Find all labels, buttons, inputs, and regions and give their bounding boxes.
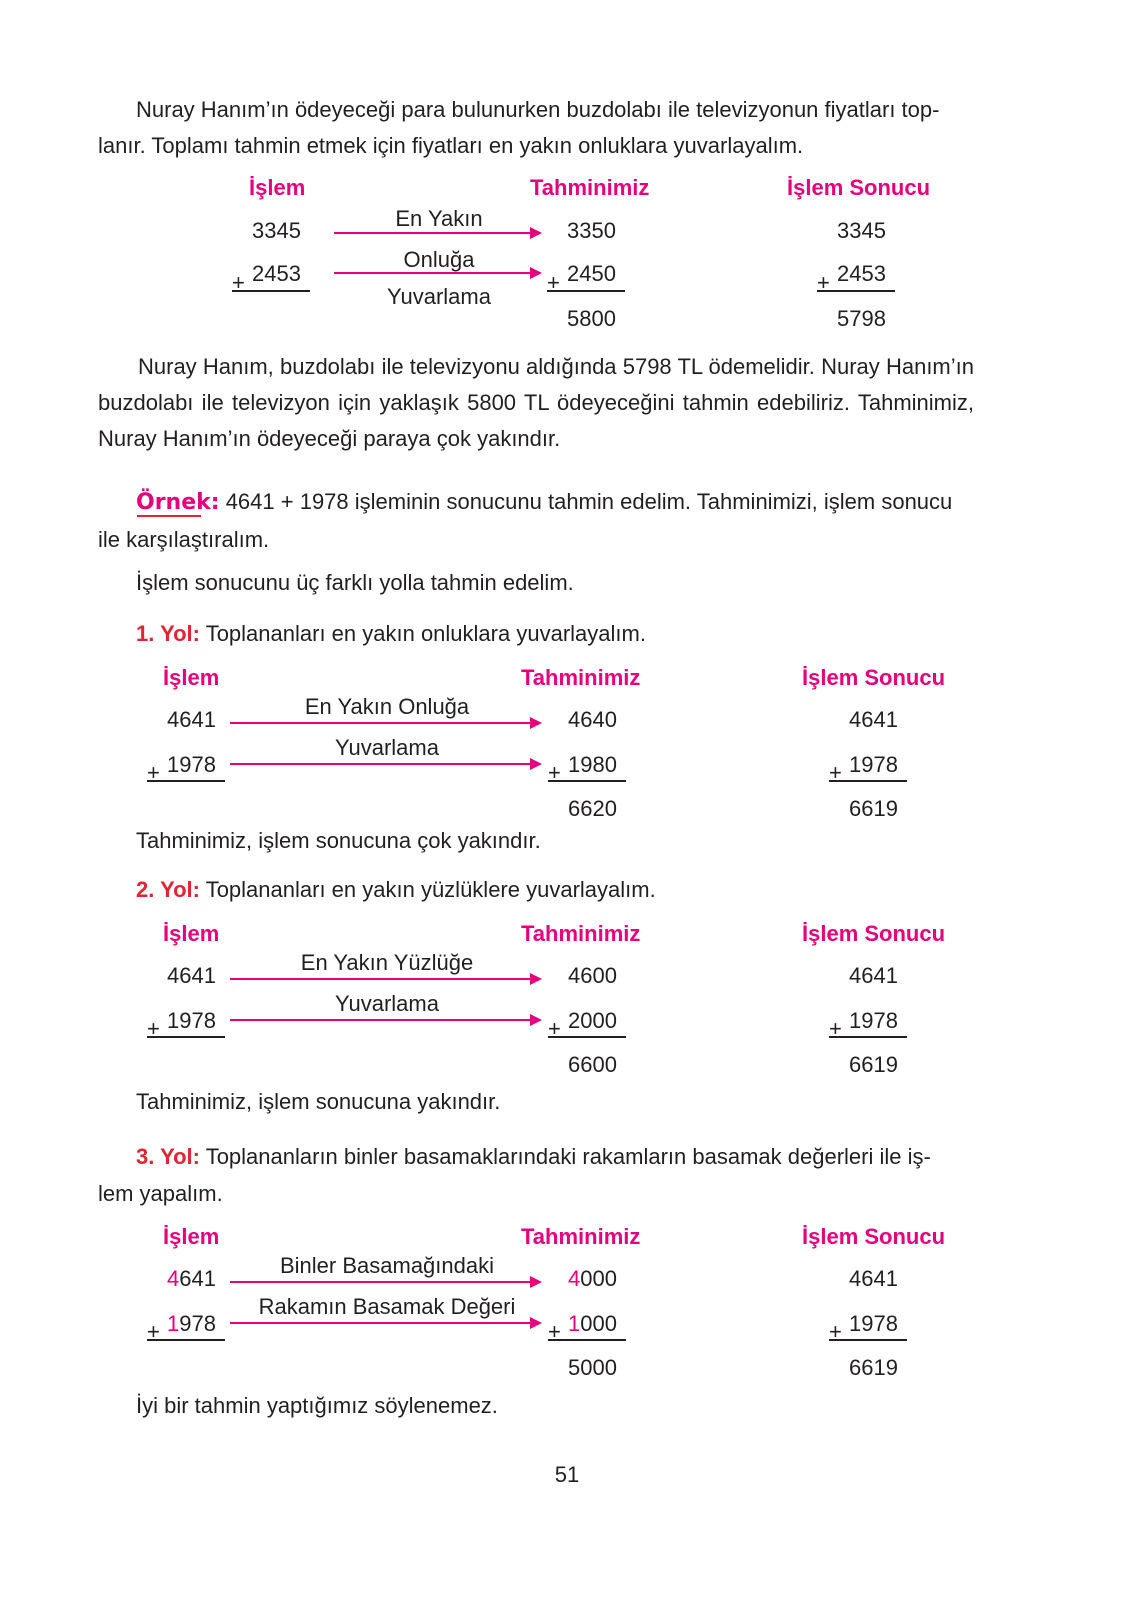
plus-sign: + — [829, 1319, 842, 1344]
estimate-a-thousands-digit: 4 — [568, 1266, 581, 1291]
estimate-b — [568, 1311, 617, 1337]
plus-sign: + — [147, 1319, 160, 1344]
estimate-b-thousands-digit: 1 — [568, 1311, 581, 1336]
operand-a-rest: 641 — [179, 1266, 216, 1291]
sum-line — [547, 290, 625, 292]
arrow-label-2: Onluğa — [403, 247, 475, 272]
arrow-label-2: Yuvarlama — [335, 735, 439, 760]
operand-b: 1978 — [167, 1008, 216, 1033]
yol3-title-line-1 — [136, 1139, 931, 1175]
sum-line — [548, 1339, 626, 1341]
sum-line — [829, 1036, 907, 1038]
yol1-label: 1. Yol: — [136, 621, 200, 646]
plus-sign: + — [232, 270, 245, 295]
yol3-title-line-2: lem yapalım. — [98, 1181, 223, 1206]
arrow-2 — [230, 1322, 540, 1324]
arrow-2 — [334, 272, 540, 274]
operand-b — [167, 1311, 216, 1337]
result-sum: 6619 — [849, 1355, 898, 1380]
result-a: 4641 — [849, 963, 898, 988]
plus-sign: + — [548, 760, 561, 785]
example-text: 4641 + 1978 işleminin sonucunu tahmin edelim. Tahminimizi, işlem sonucu — [219, 489, 953, 514]
paragraph-2: Nuray Hanım, buzdolabı ile televizyonu aldığında 5798 TL ödemelidir. Nuray Hanım’ın buzdolabı ile televizyon için yaklaşık 5800 TL ödeyeceğini tahmin edebiliriz. Tahminimiz, Nuray Hanım’ın ödeyeceği paraya çok yakındır. — [98, 354, 974, 451]
arrow-label-2: Rakamın Basamak Değeri — [258, 1294, 516, 1319]
estimate-sum: 5800 — [567, 306, 616, 331]
yol3-text: Toplananların binler basamaklarındaki rakamların basamak değerleri ile iş- — [199, 1144, 931, 1169]
header-tahmin: Tahminimiz — [521, 665, 641, 690]
sum-line — [147, 1339, 225, 1341]
result-b: 1978 — [849, 752, 898, 777]
result-sum: 5798 — [837, 306, 886, 331]
arrow-1 — [334, 232, 540, 234]
operand-a: 4641 — [167, 963, 216, 988]
header-tahmin: Tahminimiz — [530, 175, 650, 200]
page-number: 51 — [554, 1462, 580, 1487]
result-sum: 6619 — [849, 1052, 898, 1077]
result-b: 1978 — [849, 1008, 898, 1033]
intro-line-2: lanır. Toplamı tahmin etmek için fiyatları en yakın onluklara yuvarlayalım. — [98, 133, 804, 158]
example-label: Örnek: — [136, 490, 220, 515]
operand-a-thousands-digit: 4 — [167, 1266, 180, 1291]
yol2-label: 2. Yol: — [136, 877, 200, 902]
yol1-conclusion: Tahminimiz, işlem sonucuna çok yakındır. — [136, 828, 541, 853]
yol2-conclusion: Tahminimiz, işlem sonucuna yakındır. — [136, 1089, 501, 1114]
yol2-title — [136, 872, 656, 908]
estimate-sum: 6600 — [568, 1052, 617, 1077]
estimate-a — [568, 1266, 617, 1292]
arrow-1 — [230, 722, 540, 724]
result-a: 3345 — [837, 218, 886, 243]
result-a: 4641 — [849, 1266, 898, 1291]
arrow-1 — [230, 978, 540, 980]
example-line-1 — [136, 484, 952, 521]
header-sonuc: İşlem Sonucu — [802, 921, 946, 946]
arrow-label-1: En Yakın Onluğa — [304, 694, 470, 719]
plus-sign: + — [829, 760, 842, 785]
header-sonuc: İşlem Sonucu — [787, 175, 931, 200]
operand-b: 1978 — [167, 752, 216, 777]
operand-b: 2453 — [252, 261, 301, 286]
yol3-label: 3. Yol: — [136, 1144, 200, 1169]
arrow-label-1: En Yakın Yüzlüğe — [300, 950, 474, 975]
estimate-a: 4600 — [568, 963, 617, 988]
estimate-b: 1980 — [568, 752, 617, 777]
yol1-text: Toplananları en yakın onluklara yuvarlayalım. — [199, 621, 646, 646]
sum-line — [548, 1036, 626, 1038]
operand-a: 4641 — [167, 707, 216, 732]
operand-a — [167, 1266, 216, 1292]
result-b: 2453 — [837, 261, 886, 286]
header-sonuc: İşlem Sonucu — [802, 665, 946, 690]
plus-sign: + — [817, 270, 830, 295]
arrow-label-1: Binler Basamağındaki — [279, 1253, 494, 1278]
sum-line — [829, 1339, 907, 1341]
arrow-label-1: En Yakın — [395, 206, 483, 231]
header-tahmin: Tahminimiz — [521, 1224, 641, 1249]
estimate-b: 2000 — [568, 1008, 617, 1033]
operand-a: 3345 — [252, 218, 301, 243]
sum-line — [232, 290, 310, 292]
sum-line — [829, 780, 907, 782]
example-underline — [137, 515, 201, 517]
estimate-sum: 5000 — [568, 1355, 617, 1380]
estimate-a: 4640 — [568, 707, 617, 732]
sum-line — [548, 780, 626, 782]
yol1-title — [136, 616, 646, 652]
header-islem: İşlem — [163, 665, 220, 690]
arrow-label-3: Yuvarlama — [387, 284, 491, 309]
arrow-label-2: Yuvarlama — [335, 991, 439, 1016]
header-islem: İşlem — [249, 175, 306, 200]
intro-line-1: Nuray Hanım’ın ödeyeceği para bulunurken buzdolabı ile televizyonun fiyatları top- — [136, 97, 940, 122]
header-sonuc: İşlem Sonucu — [802, 1224, 946, 1249]
header-islem: İşlem — [163, 1224, 220, 1249]
result-a: 4641 — [849, 707, 898, 732]
sum-line — [147, 1036, 225, 1038]
arrow-2 — [230, 763, 540, 765]
plus-sign: + — [547, 270, 560, 295]
result-b: 1978 — [849, 1311, 898, 1336]
estimate-a-rest: 000 — [580, 1266, 617, 1291]
plus-sign: + — [548, 1319, 561, 1344]
operand-b-thousands-digit: 1 — [167, 1311, 180, 1336]
result-sum: 6619 — [849, 796, 898, 821]
yol3-conclusion: İyi bir tahmin yaptığımız söylenemez. — [136, 1393, 498, 1418]
header-islem: İşlem — [163, 921, 220, 946]
example-line-2: ile karşılaştıralım. — [98, 527, 270, 552]
plus-sign: + — [548, 1016, 561, 1041]
estimate-sum: 6620 — [568, 796, 617, 821]
plus-sign: + — [147, 1016, 160, 1041]
estimate-b: 2450 — [567, 261, 616, 286]
sum-line — [817, 290, 895, 292]
plus-sign: + — [147, 760, 160, 785]
operand-b-rest: 978 — [179, 1311, 216, 1336]
header-tahmin: Tahminimiz — [521, 921, 641, 946]
estimate-b-rest: 000 — [580, 1311, 617, 1336]
arrow-2 — [230, 1019, 540, 1021]
arrow-1 — [230, 1281, 540, 1283]
plus-sign: + — [829, 1016, 842, 1041]
yol2-text: Toplananları en yakın yüzlüklere yuvarlayalım. — [199, 877, 656, 902]
estimate-a: 3350 — [567, 218, 616, 243]
sum-line — [147, 780, 225, 782]
example-intro: İşlem sonucunu üç farklı yolla tahmin edelim. — [136, 570, 574, 595]
